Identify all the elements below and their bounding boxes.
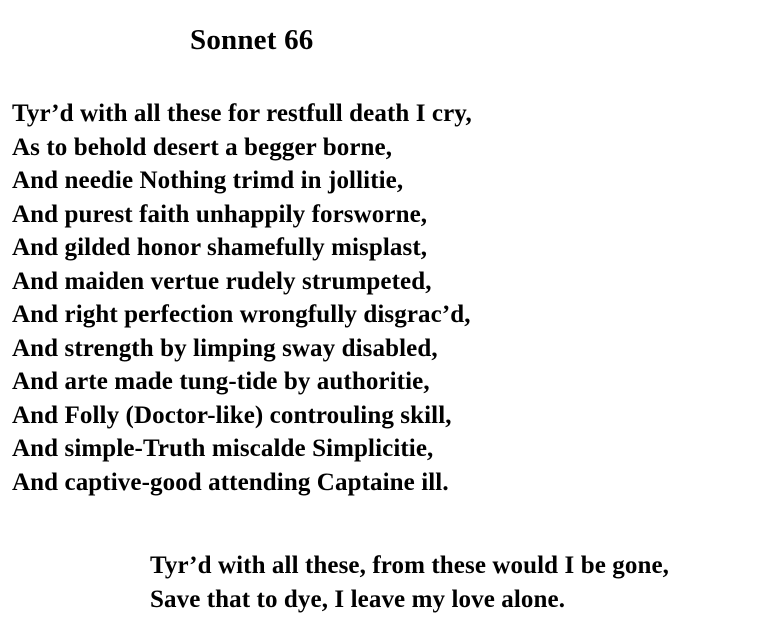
couplet-line-2: Save that to dye, I leave my love alone. <box>150 585 566 613</box>
sonnet-quatrains <box>12 97 472 499</box>
sonnet-line-4: And purest faith unhappily forsworne, <box>12 200 428 228</box>
sonnet-line-2: As to behold desert a begger borne, <box>12 133 393 161</box>
sonnet-line-6: And maiden vertue rudely strumpeted, <box>12 267 432 295</box>
sonnet-line-11: And simple-Truth miscalde Simplicitie, <box>12 435 434 462</box>
sonnet-line-7: And right perfection wrongfully disgrac’d, <box>12 301 471 328</box>
couplet-line-1: Tyr’d with all these, from these would I be gone, <box>150 552 669 579</box>
sonnet-couplet <box>150 549 669 616</box>
sonnet-line-1: Tyr’d with all these for restfull death I cry, <box>12 100 472 127</box>
sonnet-line-3: And needie Nothing trimd in jollitie, <box>12 167 404 194</box>
sonnet-title: Sonnet 66 <box>190 24 314 56</box>
sonnet-line-8: And strength by limping sway disabled, <box>12 334 438 362</box>
sonnet-line-12: And captive-good attending Captaine ill. <box>12 468 449 496</box>
sonnet-line-9: And arte made tung-tide by authoritie, <box>12 368 430 395</box>
sonnet-line-10: And Folly (Doctor-like) controuling skill, <box>12 401 452 429</box>
sonnet-line-5: And gilded honor shamefully misplast, <box>12 234 428 261</box>
